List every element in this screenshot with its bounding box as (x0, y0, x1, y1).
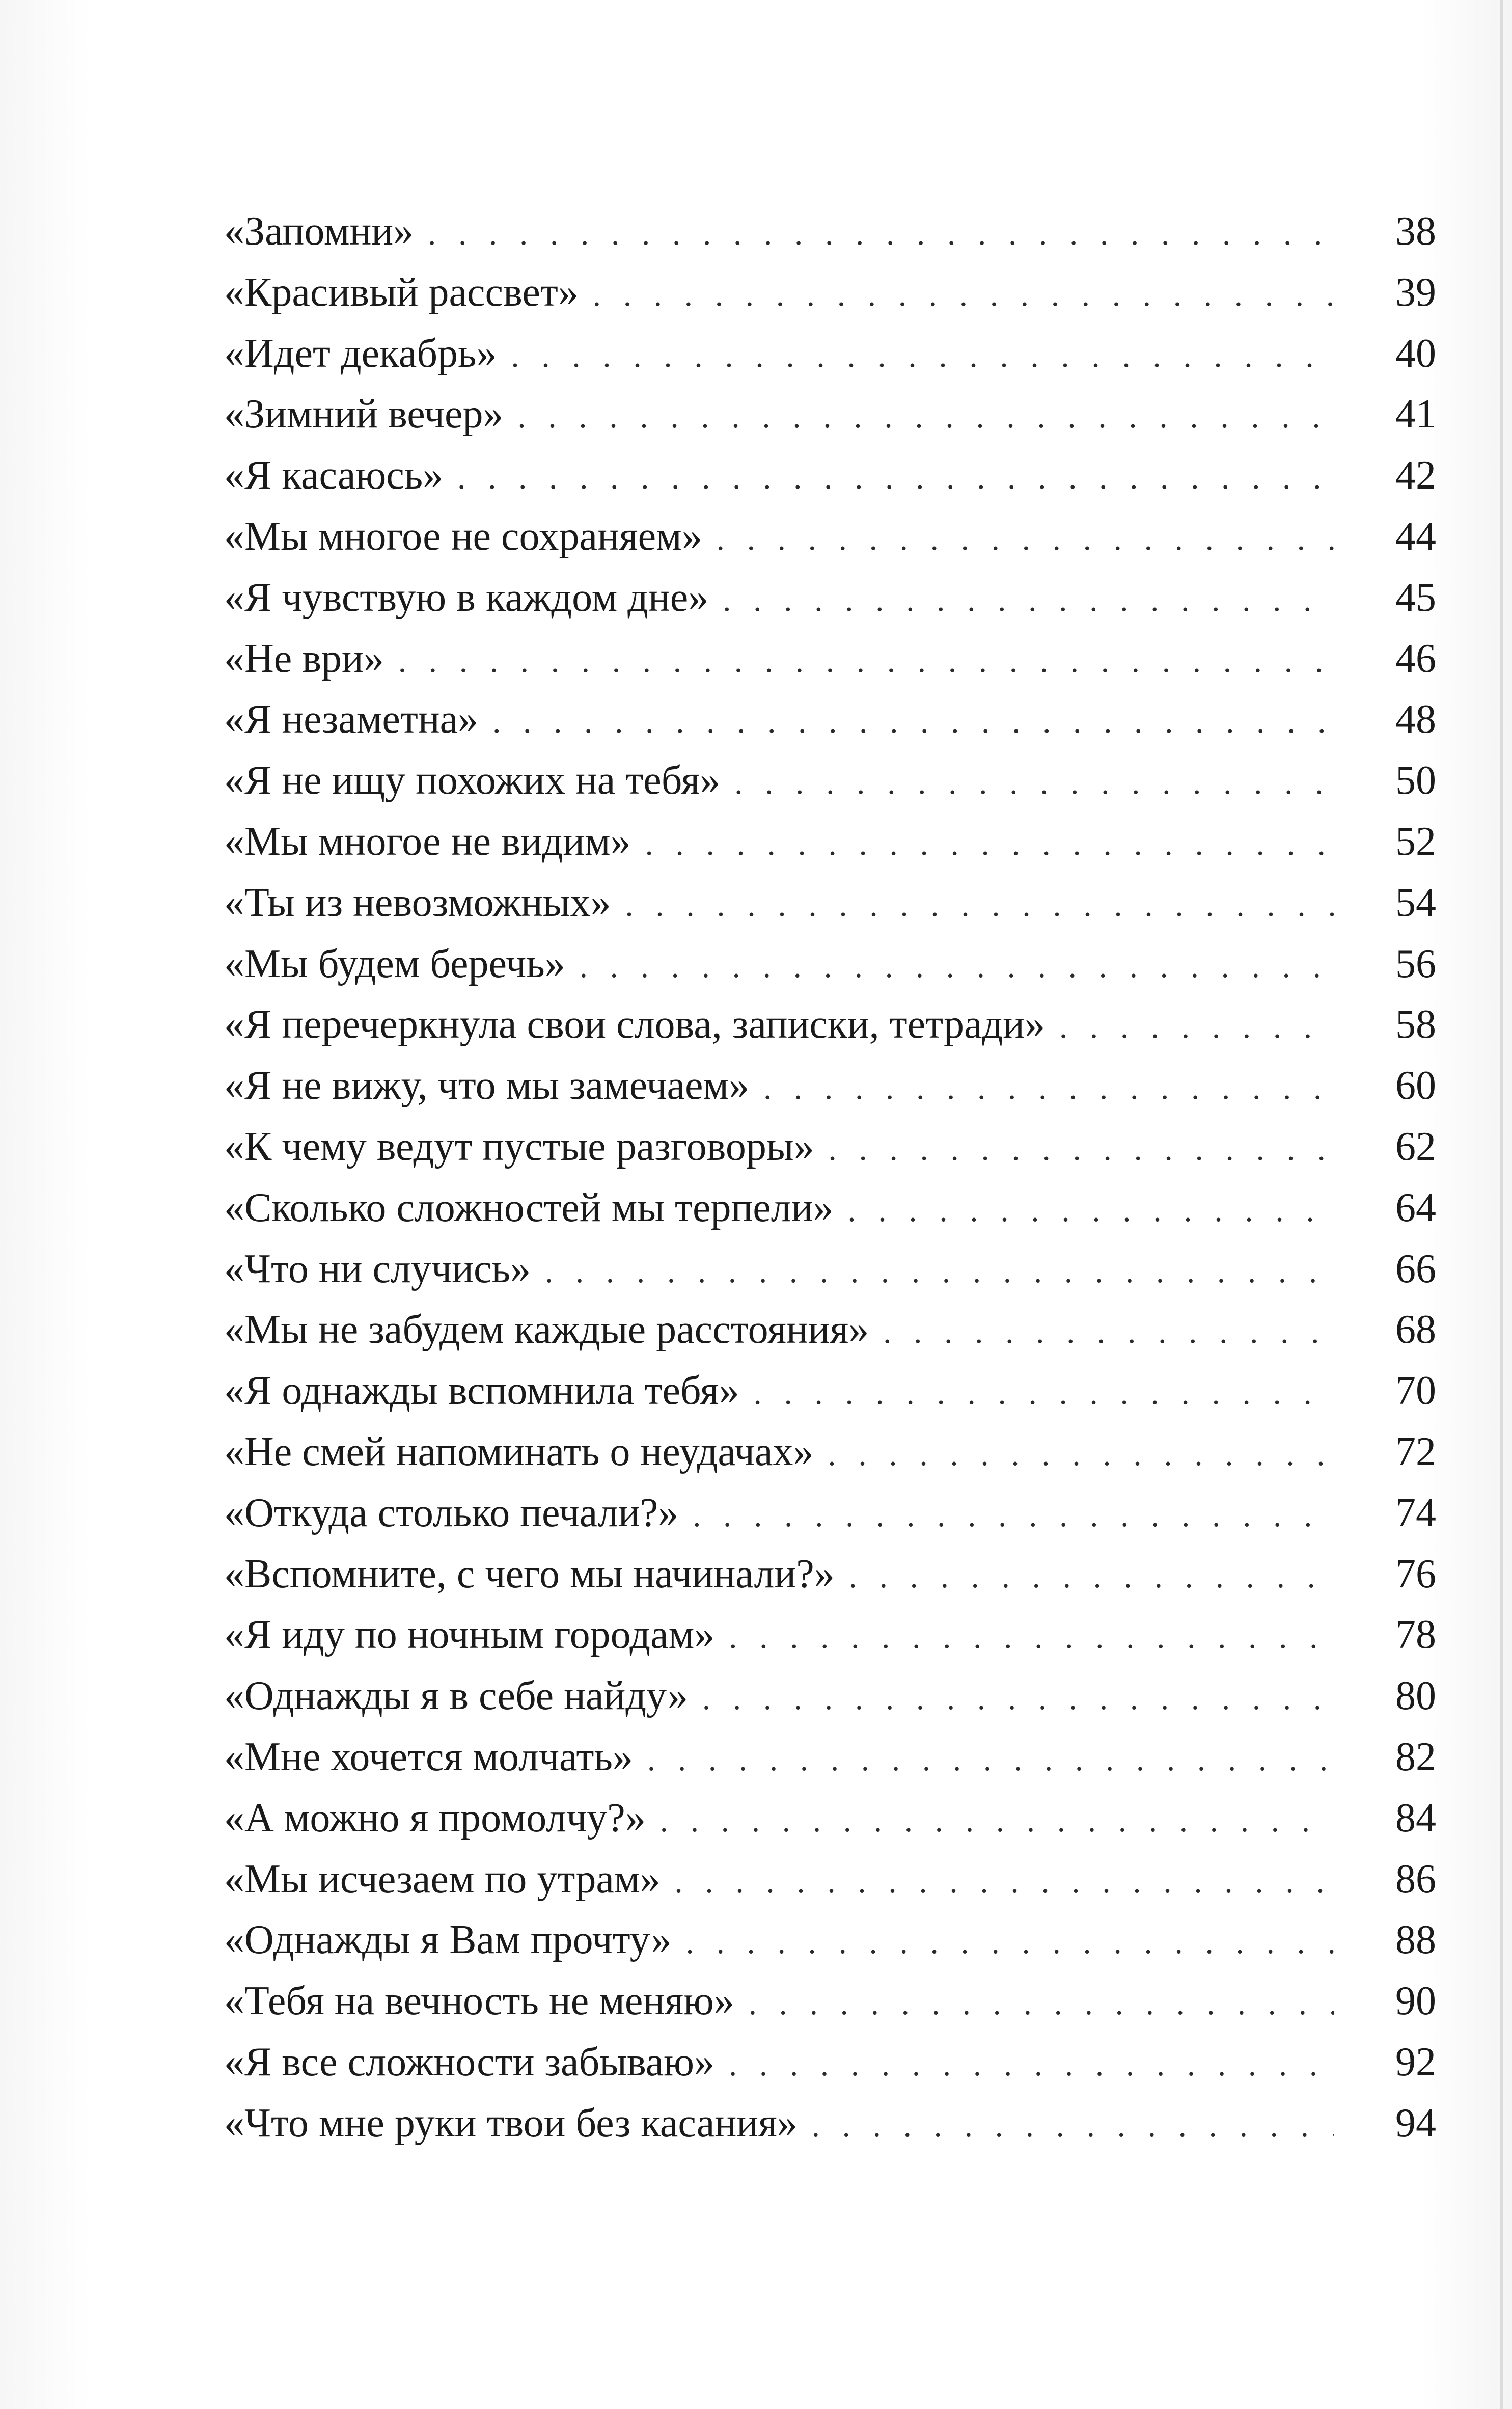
toc-entry-page-number: 72 (1395, 1429, 1436, 1474)
toc-entry[interactable] (224, 1849, 1436, 1910)
toc-entry-page-number: 94 (1395, 2100, 1436, 2146)
toc-entry-page-number: 42 (1395, 453, 1436, 498)
toc-dot-leader (883, 1302, 1334, 1363)
toc-entry-page-number: 46 (1395, 636, 1436, 681)
toc-dot-leader (829, 1119, 1334, 1180)
toc-entry-page-number: 56 (1395, 941, 1436, 986)
toc-entry-title: «Мы многое не видим» (224, 819, 631, 864)
toc-entry-page-number: 70 (1395, 1368, 1436, 1414)
toc-entry[interactable] (224, 629, 1436, 690)
toc-entry-title: «Вспомните, с чего мы начинали?» (224, 1551, 835, 1596)
toc-entry-page-number: 92 (1395, 2039, 1436, 2085)
toc-entry-title: «Откуда столько печали?» (224, 1490, 679, 1535)
toc-entry[interactable] (224, 750, 1436, 811)
toc-entry-page-number: 48 (1395, 697, 1436, 742)
page-edge (1500, 0, 1503, 2409)
toc-entry-page-number: 74 (1395, 1490, 1436, 1535)
toc-entry[interactable] (224, 506, 1436, 567)
toc-dot-leader (723, 570, 1334, 631)
toc-entry-title: «Мы многое не сохраняем» (224, 513, 702, 559)
toc-dot-leader (593, 264, 1334, 326)
toc-dot-leader (734, 752, 1334, 814)
toc-entry-page-number: 40 (1395, 331, 1436, 376)
toc-entry[interactable] (224, 1971, 1436, 2032)
toc-entry-page-number: 64 (1395, 1185, 1436, 1230)
toc-entry-title: «Я иду по ночным городам» (224, 1612, 715, 1658)
toc-dot-leader (580, 936, 1334, 997)
toc-dot-leader (686, 1912, 1334, 1973)
toc-entry-title: «Я касаюсь» (224, 453, 444, 498)
toc-entry[interactable] (224, 1422, 1436, 1483)
toc-dot-leader (729, 1607, 1334, 1668)
toc-entry-title: «А можно я промолчу?» (224, 1795, 646, 1840)
toc-entry-page-number: 76 (1395, 1551, 1436, 1596)
toc-entry-title: «Я однажды вспомнила тебя» (224, 1368, 739, 1414)
toc-entry[interactable] (224, 1666, 1436, 1727)
toc-entry-title: «Мы не забудем каждые расстояния» (224, 1307, 869, 1352)
toc-entry-page-number: 66 (1395, 1246, 1436, 1291)
toc-entry[interactable] (224, 689, 1436, 750)
toc-entry-page-number: 50 (1395, 758, 1436, 803)
toc-dot-leader (511, 326, 1334, 387)
toc-entry-title: «Однажды я Вам прочту» (224, 1917, 672, 1963)
toc-dot-leader (398, 631, 1334, 692)
toc-entry-title: «Мы будем беречь» (224, 941, 565, 986)
toc-entry[interactable] (224, 384, 1436, 445)
toc-entry[interactable] (224, 2032, 1436, 2093)
toc-entry-title: «Тебя на вечность не меняю» (224, 1979, 734, 2024)
toc-entry-title: «Ты из невозможных» (224, 880, 611, 925)
toc-dot-leader (492, 691, 1334, 752)
toc-entry[interactable] (224, 1361, 1436, 1422)
toc-entry-page-number: 38 (1395, 209, 1436, 254)
toc-entry-title: «Не ври» (224, 636, 384, 681)
toc-entry[interactable] (224, 1910, 1436, 1971)
toc-entry-title: «Сколько сложностей мы терпели» (224, 1185, 834, 1230)
toc-entry[interactable] (224, 262, 1436, 323)
toc-entry[interactable] (224, 1117, 1436, 1178)
toc-dot-leader (828, 1424, 1334, 1485)
toc-entry[interactable] (224, 201, 1436, 262)
toc-entry-title: «Мы исчезаем по утрам» (224, 1856, 661, 1902)
toc-dot-leader (647, 1729, 1334, 1790)
toc-entry-title: «Однажды я в себе найду» (224, 1673, 689, 1719)
toc-dot-leader (674, 1851, 1334, 1912)
toc-entry[interactable] (224, 873, 1436, 934)
toc-dot-leader (693, 1485, 1334, 1546)
toc-dot-leader (428, 203, 1334, 264)
toc-entry[interactable] (224, 1788, 1436, 1849)
toc-entry-page-number: 82 (1395, 1734, 1436, 1779)
toc-dot-leader (457, 447, 1334, 508)
toc-dot-leader (625, 875, 1334, 936)
toc-entry-title: «Я не вижу, что мы замечаем» (224, 1063, 750, 1108)
toc-entry-page-number: 88 (1395, 1917, 1436, 1963)
toc-dot-leader (660, 1790, 1334, 1851)
toc-entry-page-number: 68 (1395, 1307, 1436, 1352)
toc-entry-title: «Мне хочется молчать» (224, 1734, 633, 1779)
toc-entry-title: «Я чувствую в каждом дне» (224, 575, 709, 620)
toc-entry-title: «Я перечеркнула свои слова, записки, тетради» (224, 1002, 1046, 1047)
toc-entry[interactable] (224, 323, 1436, 385)
toc-entry[interactable] (224, 994, 1436, 1055)
toc-entry-page-number: 86 (1395, 1856, 1436, 1902)
toc-dot-leader (545, 1241, 1334, 1302)
toc-entry[interactable] (224, 1727, 1436, 1788)
toc-entry[interactable] (224, 445, 1436, 506)
toc-entry-page-number: 39 (1395, 269, 1436, 315)
toc-dot-leader (749, 1973, 1334, 2034)
toc-entry-title: «Запомни» (224, 209, 414, 254)
toc-entry-title: «Красивый рассвет» (224, 269, 579, 315)
toc-entry[interactable] (224, 934, 1436, 995)
toc-entry[interactable] (224, 1544, 1436, 1605)
toc-dot-leader (717, 508, 1334, 570)
toc-entry[interactable] (224, 1605, 1436, 1666)
toc-dot-leader (702, 1668, 1334, 1729)
toc-entry-title: «Не смей напоминать о неудачах» (224, 1429, 814, 1474)
toc-entry[interactable] (224, 2093, 1436, 2154)
toc-dot-leader (763, 1058, 1334, 1119)
toc-entry-page-number: 60 (1395, 1063, 1436, 1108)
toc-entry-title: «Идет декабрь» (224, 331, 497, 376)
toc-dot-leader (848, 1180, 1334, 1241)
toc-entry-title: «Зимний вечер» (224, 392, 504, 437)
toc-entry-title: «Я все сложности забываю» (224, 2039, 715, 2085)
toc-entry-title: «Я незаметна» (224, 697, 479, 742)
toc-entry-title: «Что мне руки твои без касания» (224, 2100, 798, 2146)
toc-entry[interactable] (224, 811, 1436, 873)
toc-dot-leader (729, 2034, 1334, 2095)
toc-entry-page-number: 78 (1395, 1612, 1436, 1658)
toc-entry[interactable] (224, 1239, 1436, 1300)
toc-dot-leader (812, 2095, 1334, 2156)
toc-dot-leader (645, 814, 1334, 875)
toc-entry[interactable] (224, 567, 1436, 629)
toc-entry-page-number: 58 (1395, 1002, 1436, 1047)
toc-entry[interactable] (224, 1483, 1436, 1544)
toc-entry-page-number: 52 (1395, 819, 1436, 864)
toc-dot-leader (849, 1546, 1334, 1607)
toc-entry-page-number: 44 (1395, 513, 1436, 559)
toc-entry-title: «Я не ищу похожих на тебя» (224, 758, 721, 803)
toc-entry-page-number: 62 (1395, 1124, 1436, 1169)
toc-entry-page-number: 54 (1395, 880, 1436, 925)
toc-entry-title: «К чему ведут пустые разговоры» (224, 1124, 814, 1169)
toc-entry-page-number: 80 (1395, 1673, 1436, 1719)
toc-entry[interactable] (224, 1055, 1436, 1117)
toc-dot-leader (754, 1363, 1334, 1424)
toc-entry-title: «Что ни случись» (224, 1246, 531, 1291)
table-of-contents (224, 201, 1436, 2154)
toc-entry[interactable] (224, 1300, 1436, 1361)
toc-dot-leader (518, 386, 1334, 447)
toc-entry-page-number: 41 (1395, 392, 1436, 437)
toc-dot-leader (1059, 996, 1334, 1058)
toc-entry[interactable] (224, 1178, 1436, 1239)
toc-entry-page-number: 45 (1395, 575, 1436, 620)
toc-entry-page-number: 90 (1395, 1979, 1436, 2024)
toc-entry-page-number: 84 (1395, 1795, 1436, 1840)
